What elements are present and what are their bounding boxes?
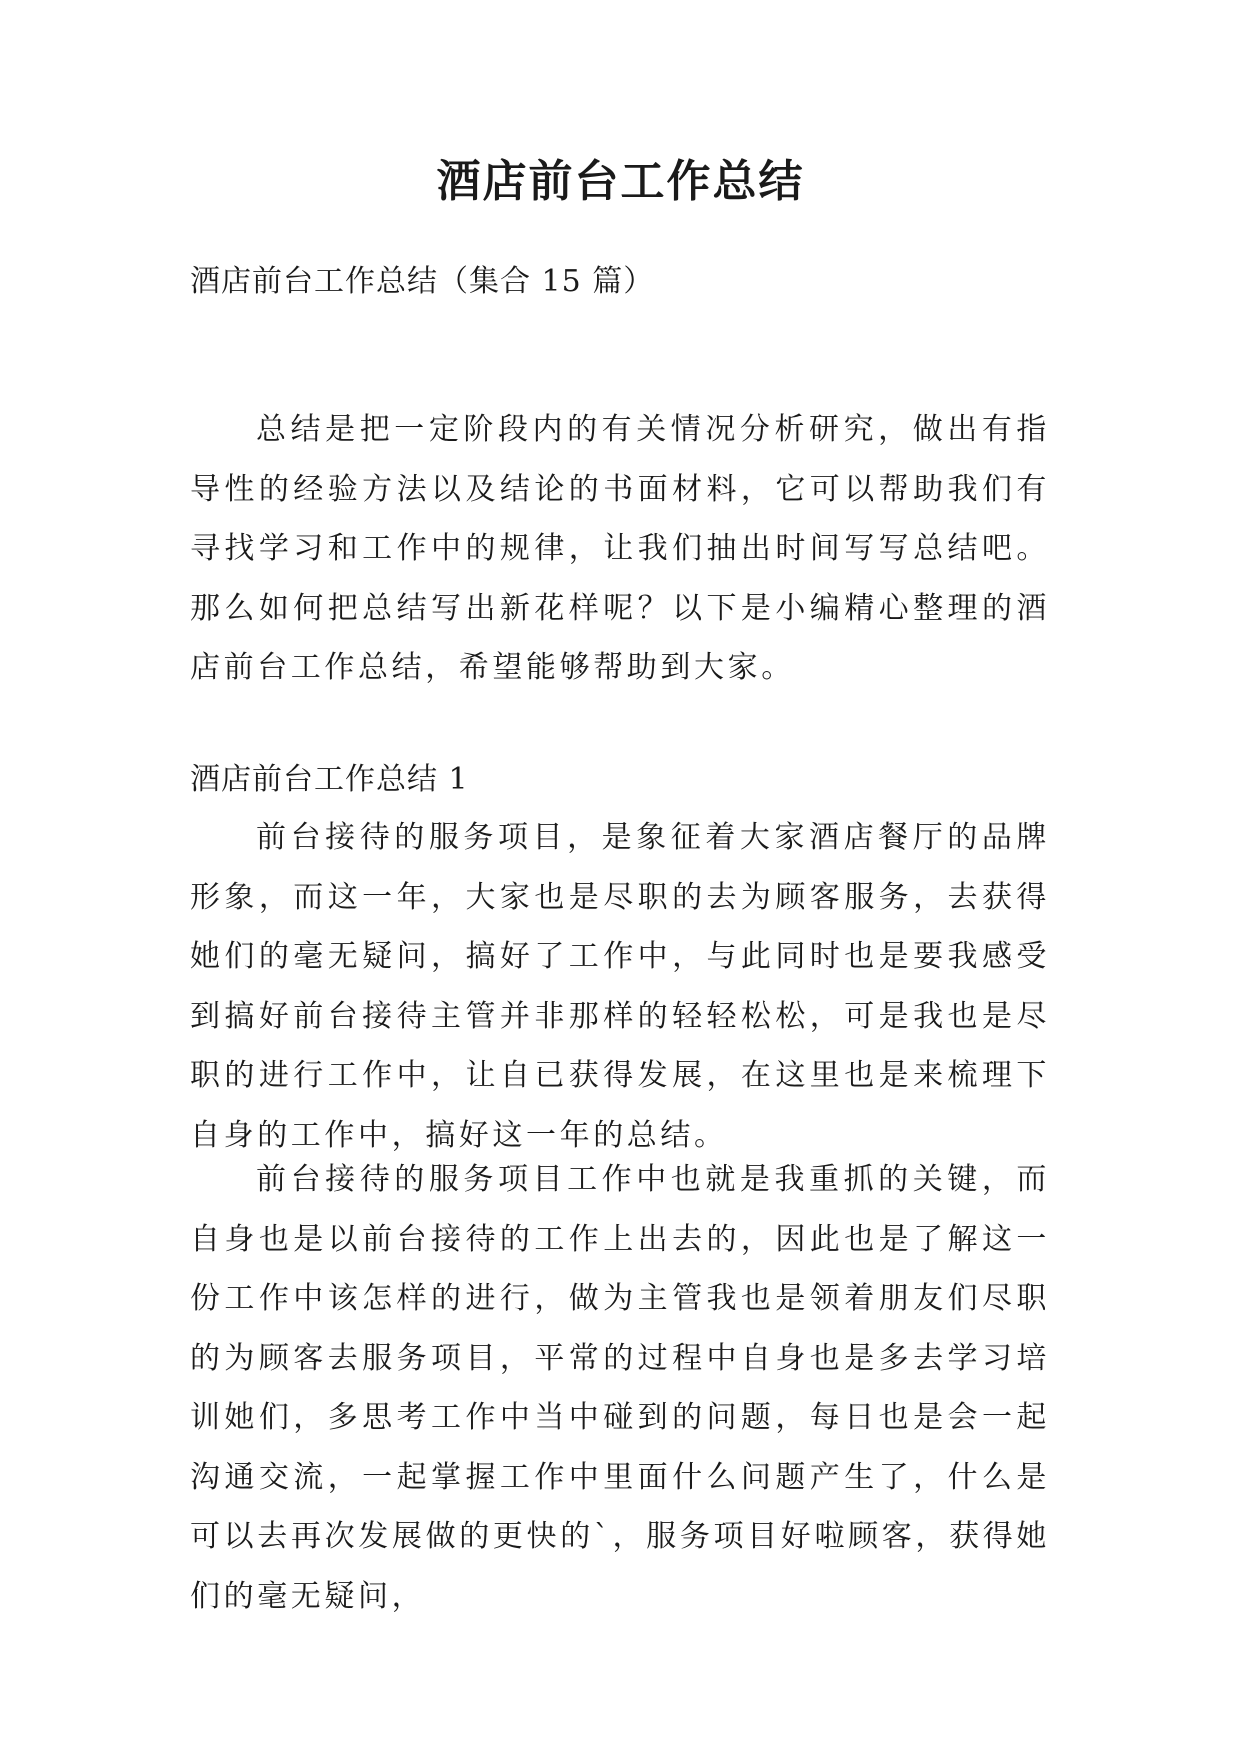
intro-paragraph: 总结是把一定阶段内的有关情况分析研究，做出有指导性的经验方法以及结论的书面材料，它可以帮助我们有寻找学习和工作中的规律，让我们抽出时间写写总结吧。那么如何把总结写出新花样呢？以下是小编精心整理的酒店前台工作总结，希望能够帮助到大家。 <box>190 412 1050 685</box>
document-title: 酒店前台工作总结 <box>436 156 805 207</box>
section-heading: 酒店前台工作总结 1 <box>190 762 469 797</box>
body-paragraph-1: 前台接待的服务项目，是象征着大家酒店餐厅的品牌形象，而这一年，大家也是尽职的去为顾客服务，去获得她们的毫无疑问，搞好了工作中，与此同时也是要我感受到搞好前台接待主管并非那样的轻轻松松，可是我也是尽职的进行工作中，让自已获得发展，在这里也是来梳理下自身的工作中，搞好这一年的总结。 <box>190 820 1050 1153</box>
document-subtitle: 酒店前台工作总结（集合 15 篇） <box>190 264 655 299</box>
body-paragraph-2: 前台接待的服务项目工作中也就是我重抓的关键，而自身也是以前台接待的工作上出去的，因此也是了解这一份工作中该怎样的进行，做为主管我也是领着朋友们尽职的为顾客去服务项目，平常的过程中自身也是多去学习培训她们，多思考工作中当中碰到的问题，每日也是会一起沟通交流，一起掌握工作中里面什么问题产生了，什么是可以去再次发展做的更快的`，服务项目好啦顾客，获得她们的毫无疑问， <box>190 1162 1050 1614</box>
